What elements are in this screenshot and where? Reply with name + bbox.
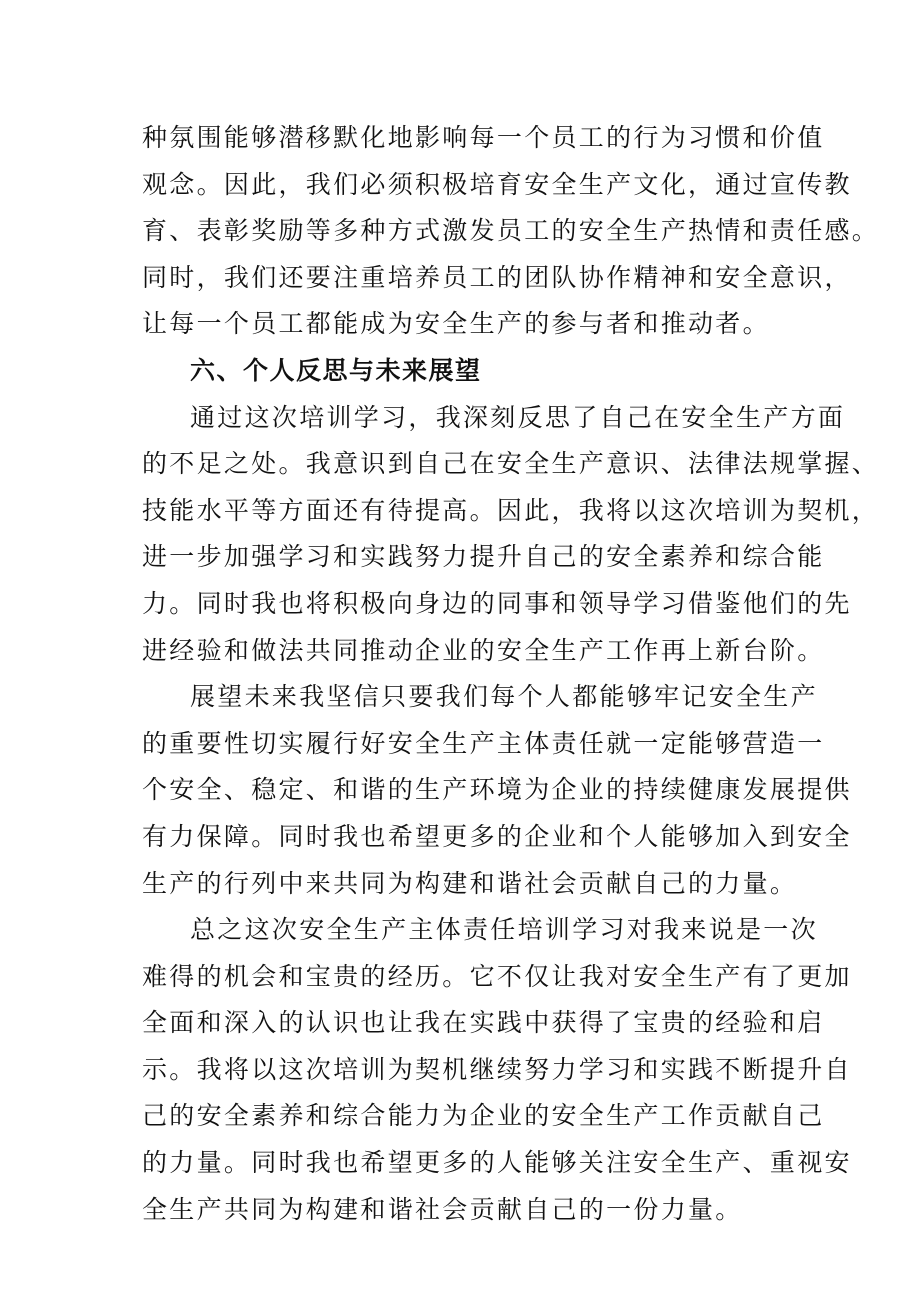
text-line: 己的安全素养和综合能力为企业的安全生产工作贡献自己 xyxy=(142,1101,825,1131)
text-line: 进一步加强学习和实践努力提升自己的安全素养和综合能 xyxy=(142,542,825,572)
text-line: 示。我将以这次培训为契机继续努力学习和实践不断提升自 xyxy=(142,1054,852,1084)
text-line: 进经验和做法共同推动企业的安全生产工作再上新台阶。 xyxy=(142,635,825,665)
document-body xyxy=(142,115,880,1233)
text-line: 力。同时我也将积极向身边的同事和领导学习借鉴他们的先 xyxy=(142,588,852,618)
text-line: 的力量。同时我也希望更多的人能够关注安全生产、重视安 xyxy=(142,1148,852,1178)
section-heading: 六、个人反思与未来展望 xyxy=(190,355,482,385)
text-line: 全生产共同为构建和谐社会贡献自己的一份力量。 xyxy=(142,1194,743,1224)
text-line: 的不足之处。我意识到自己在安全生产意识、法律法规掌握、 xyxy=(142,449,880,479)
text-line: 全面和深入的认识也让我在实践中获得了宝贵的经验和启 xyxy=(142,1008,825,1038)
text-line: 观念。因此，我们必须积极培育安全生产文化，通过宣传教 xyxy=(142,169,852,199)
text-line: 个安全、稳定、和谐的生产环境为企业的持续健康发展提供 xyxy=(142,775,852,805)
text-line: 有力保障。同时我也希望更多的企业和个人能够加入到安全 xyxy=(142,821,852,851)
paragraph-first-line: 展望未来我坚信只要我们每个人都能够牢记安全生产 xyxy=(190,682,818,712)
text-line: 难得的机会和宝贵的经历。它不仅让我对安全生产有了更加 xyxy=(142,961,852,991)
text-line: 育、表彰奖励等多种方式激发员工的安全生产热情和责任感。 xyxy=(142,216,880,246)
text-line: 种氛围能够潜移默化地影响每一个员工的行为习惯和价值 xyxy=(142,123,825,152)
text-line: 生产的行列中来共同为构建和谐社会贡献自己的力量。 xyxy=(142,868,798,898)
text-line: 的重要性切实履行好安全生产主体责任就一定能够营造一 xyxy=(142,728,825,758)
paragraph-first-line: 总之这次安全生产主体责任培训学习对我来说是一次 xyxy=(190,915,818,945)
text-line: 同时，我们还要注重培养员工的团队协作精神和安全意识， xyxy=(142,262,852,292)
text-line: 让每一个员工都能成为安全生产的参与者和推动者。 xyxy=(142,309,770,339)
text-line: 技能水平等方面还有待提高。因此，我将以这次培训为契机， xyxy=(142,495,880,525)
paragraph-first-line: 通过这次培训学习，我深刻反思了自己在安全生产方面 xyxy=(190,402,846,432)
